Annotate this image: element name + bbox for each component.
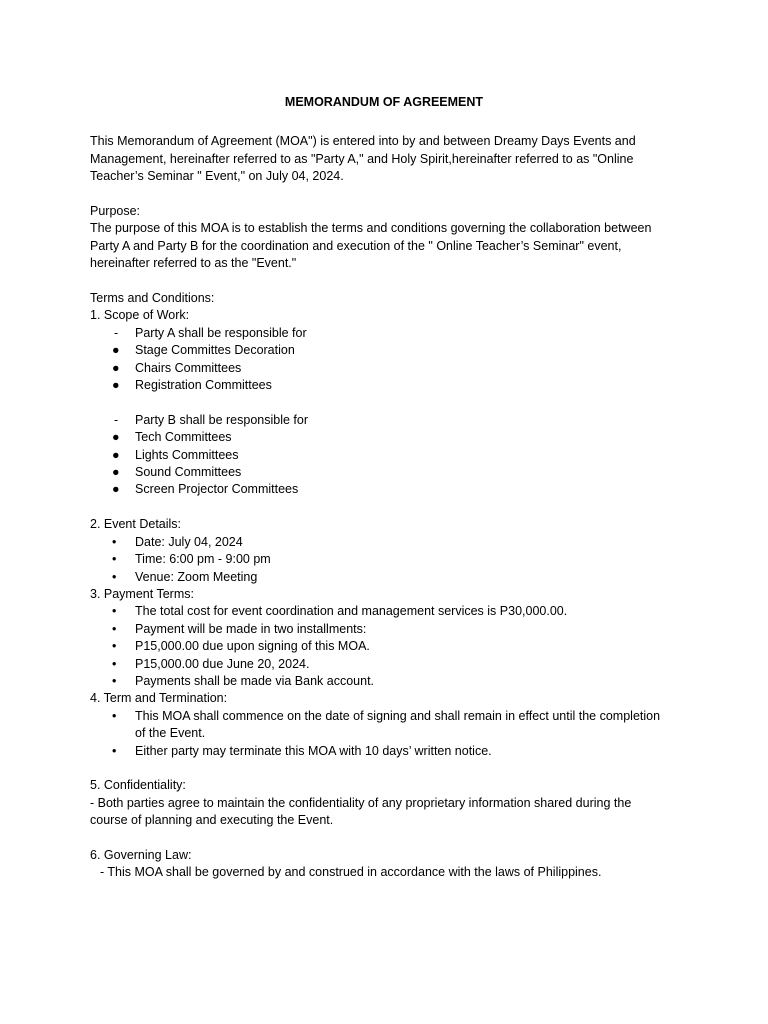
list-item [90,429,690,446]
list-item [90,464,690,481]
list-item [90,342,690,359]
list-item [90,569,690,586]
bullet-icon: ● [112,343,120,358]
list-item-text: Stage Committes Decoration [135,343,295,358]
list-item [90,638,690,655]
list-item [90,412,690,429]
list-item-text: Registration Committees [135,378,272,393]
intro-line: Teacher’s Seminar " Event," on July 04, 2024. [90,169,344,184]
purpose-line: The purpose of this MOA is to establish the terms and conditions governing the collaboration between [90,221,652,236]
list-item [90,551,690,568]
bullet-icon: • [112,621,117,636]
list-item [90,481,690,498]
list-item-text: The total cost for event coordination and management services is P30,000.00. [135,604,568,619]
termination-heading: 4. Term and Termination: [90,691,228,706]
purpose-line: Party A and Party B for the coordination and execution of the " Online Teacher’s Seminar" event, [90,238,622,253]
list-item-text: P15,000.00 due upon signing of this MOA. [135,639,370,654]
confidentiality-heading: 5. Confidentiality: [90,778,186,793]
bullet-icon: • [112,743,117,758]
list-item [90,325,690,342]
bullet-icon: • [112,534,117,549]
dash-icon: - [114,325,119,340]
list-item [90,673,690,690]
bullet-icon: ● [112,378,120,393]
dash-icon: - [114,412,119,427]
list-item-text: P15,000.00 due June 20, 2024. [135,656,310,671]
party-a-label: Party A shall be responsible for [135,325,307,340]
intro-line: This Memorandum of Agreement (MOA") is entered into by and between Dreamy Days Events and [90,134,636,149]
list-item [90,534,690,551]
bullet-icon: ● [112,430,120,445]
terms-section [90,290,690,882]
list-item-text: Date: July 04, 2024 [135,534,243,549]
list-item [90,743,690,760]
list-item [90,447,690,464]
event-heading: 2. Event Details: [90,517,182,532]
bullet-icon: • [112,708,117,723]
list-item-text: of the Event. [135,726,206,741]
purpose-line: hereinafter referred to as the "Event." [90,256,297,271]
document-page [90,94,690,882]
bullet-icon: • [112,639,117,654]
list-item [90,621,690,638]
scope-heading: 1. Scope of Work: [90,308,190,323]
list-item-text: Payments shall be made via Bank account. [135,673,375,688]
list-item-text: Either party may terminate this MOA with 10 days’ written notice. [135,743,492,758]
bullet-icon: ● [112,447,120,462]
payment-heading: 3. Payment Terms: [90,586,194,601]
intro-paragraph [90,133,690,185]
list-item [90,377,690,394]
confidentiality-line: - Both parties agree to maintain the confidentiality of any proprietary information shared during the [90,795,632,810]
purpose-section [90,203,690,273]
bullet-icon: • [112,552,117,567]
law-line: - This MOA shall be governed by and construed in accordance with the laws of Philippines. [100,865,602,880]
list-item-text: Chairs Committees [135,360,242,375]
list-item-text: Lights Committees [135,447,239,462]
confidentiality-line: course of planning and executing the Event. [90,813,334,828]
intro-line: Management, hereinafter referred to as "Party A," and Holy Spirit,hereinafter referred to as "Online [90,151,634,166]
bullet-icon: ● [112,465,120,480]
list-item [90,360,690,377]
list-item-text: Tech Committees [135,430,232,445]
list-item-continuation [90,725,690,742]
list-item-text: This MOA shall commence on the date of signing and shall remain in effect until the completion [135,708,661,723]
list-item-text: Sound Committees [135,465,242,480]
purpose-heading: Purpose: [90,204,141,219]
list-item-text: Time: 6:00 pm - 9:00 pm [135,552,271,567]
bullet-icon: ● [112,360,120,375]
document-title: MEMORANDUM OF AGREEMENT [284,95,484,109]
list-item [90,656,690,673]
list-item [90,603,690,620]
list-item-text: Screen Projector Committees [135,482,299,497]
party-b-label: Party B shall be responsible for [135,412,309,427]
terms-heading: Terms and Conditions: [90,291,215,306]
bullet-icon: • [112,673,117,688]
bullet-icon: • [112,604,117,619]
list-item [90,708,690,725]
list-item-text: Payment will be made in two installments: [135,621,367,636]
list-item-text: Venue: Zoom Meeting [135,569,258,584]
bullet-icon: • [112,569,117,584]
bullet-icon: ● [112,482,120,497]
bullet-icon: • [112,656,117,671]
law-heading: 6. Governing Law: [90,847,192,862]
